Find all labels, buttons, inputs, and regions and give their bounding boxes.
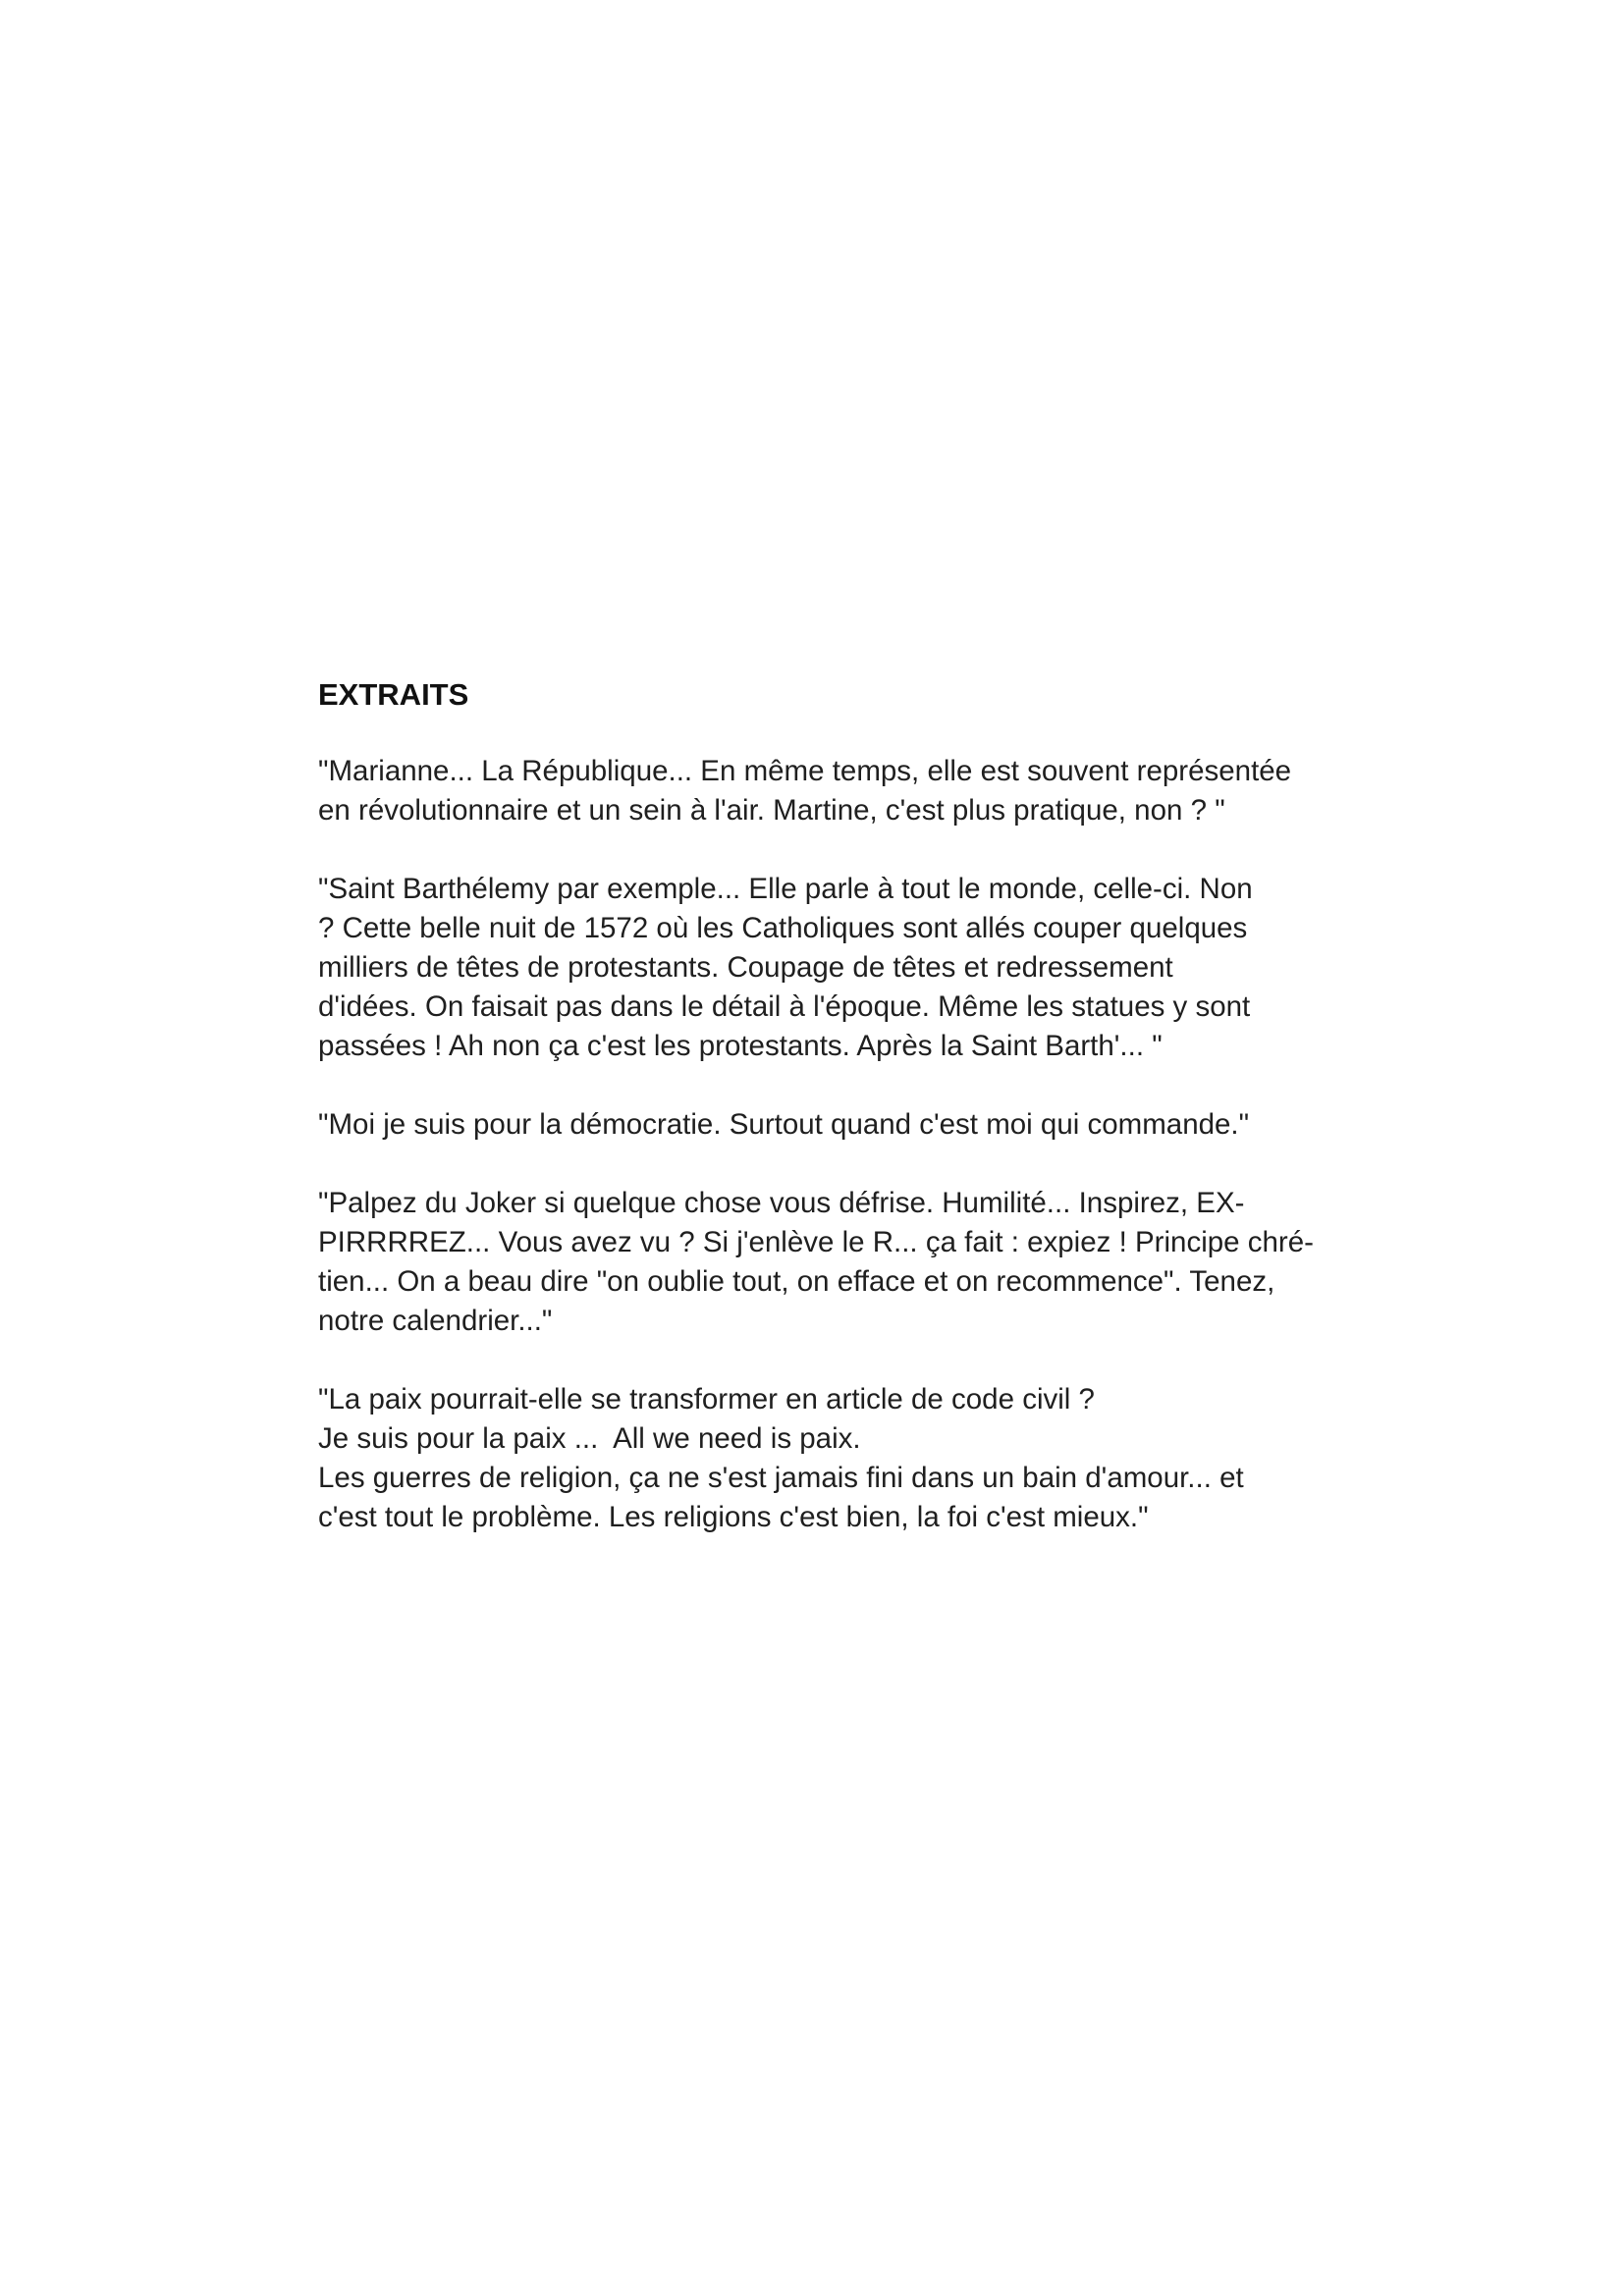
excerpt-joker: [318, 1184, 1398, 1341]
excerpt-paix: [318, 1380, 1398, 1537]
excerpt-line: Les guerres de religion, ça ne s'est jamais fini dans un bain d'amour... et: [318, 1462, 1244, 1494]
excerpt-line: notre calendrier...": [318, 1305, 553, 1337]
excerpt-line: "Palpez du Joker si quelque chose vous défrise. Humilité... Inspirez, EX-: [318, 1187, 1245, 1219]
excerpt-line: "Moi je suis pour la démocratie. Surtout quand c'est moi qui commande.": [318, 1108, 1250, 1141]
excerpt-line: milliers de têtes de protestants. Coupage de têtes et redressement: [318, 951, 1173, 984]
excerpt-line: passées ! Ah non ça c'est les protestants. Après la Saint Barth'... ": [318, 1030, 1163, 1062]
excerpt-marianne: [318, 752, 1398, 830]
excerpt-line: d'idées. On faisait pas dans le détail à l'époque. Même les statues y sont: [318, 990, 1251, 1023]
excerpt-line: "Marianne... La République... En même temps, elle est souvent représentée: [318, 755, 1292, 787]
extracts-section: [318, 675, 1398, 1576]
excerpt-line: tien... On a beau dire "on oublie tout, on efface et on recommence". Tenez,: [318, 1265, 1275, 1298]
excerpt-saint-barthelemy: [318, 870, 1398, 1066]
excerpt-line: Je suis pour la paix ... All we need is paix.: [318, 1422, 861, 1455]
excerpt-line: PIRRRREZ... Vous avez vu ? Si j'enlève le R... ça fait : expiez ! Principe chré-: [318, 1226, 1314, 1258]
section-heading: EXTRAITS: [318, 677, 469, 712]
excerpt-line: ? Cette belle nuit de 1572 où les Catholiques sont allés couper quelques: [318, 912, 1248, 944]
excerpt-line: c'est tout le problème. Les religions c'est bien, la foi c'est mieux.": [318, 1501, 1149, 1533]
excerpt-line: "Saint Barthélemy par exemple... Elle parle à tout le monde, celle-ci. Non: [318, 873, 1253, 905]
excerpt-democratie: [318, 1105, 1398, 1145]
excerpt-line: "La paix pourrait-elle se transformer en article de code civil ?: [318, 1383, 1095, 1415]
excerpt-line: en révolutionnaire et un sein à l'air. Martine, c'est plus pratique, non ? ": [318, 794, 1225, 827]
